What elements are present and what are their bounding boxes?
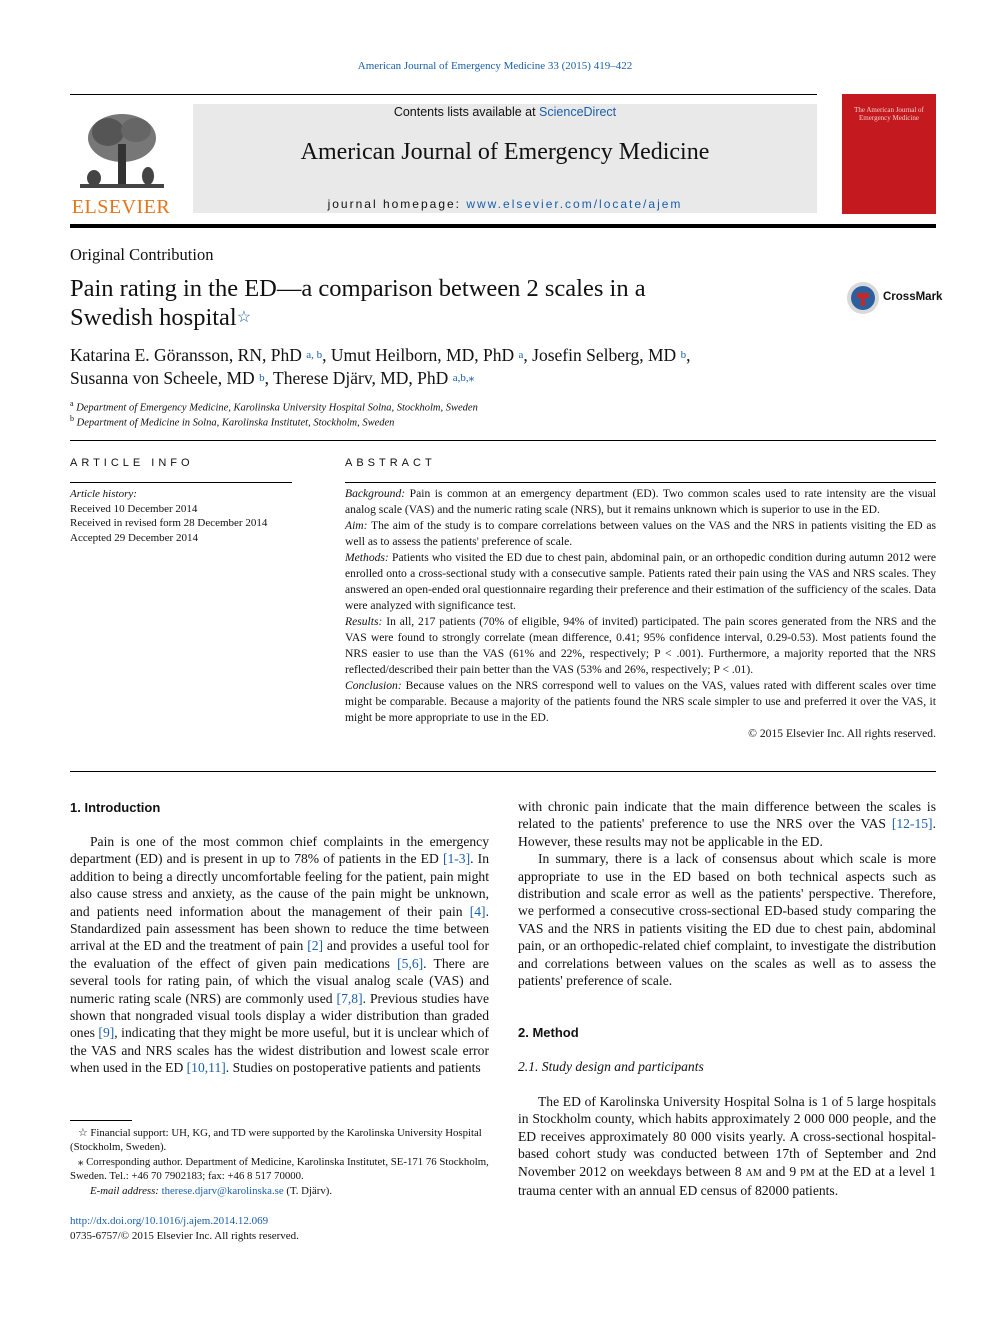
email-label: E-mail address: bbox=[90, 1184, 159, 1197]
issn-line: 0735-6757/© 2015 Elsevier Inc. All rights reserved. bbox=[70, 1230, 299, 1242]
body-text: The ED of Karolinska University Hospital Solna is 1 of 5 large hospitals in Stockholm county, which habits approximately 2 000 000 people, and the ED receives approximately 80 000 visits yearly. A cross-sectional hospital-based cohort study was conducted between 17th of September and 2nd November 2012 on weekdays between 8 bbox=[518, 1094, 936, 1179]
received-date: Received 10 December 2014 bbox=[70, 502, 198, 515]
body-text: . Standardized pain assessment has been shown to reduce the time between arrival at the ED and the treatment of pain bbox=[70, 903, 489, 954]
email-suffix: (T. Djärv). bbox=[283, 1184, 333, 1197]
abstract-label: Aim: bbox=[345, 519, 368, 532]
body-text: . There are several tools for rating pain, of which the visual analog scale (VAS) and numeric rating scale (NRS) are commonly used bbox=[70, 955, 489, 1006]
ref-link[interactable]: [12-15] bbox=[891, 816, 933, 832]
revised-date: Received in revised form 28 December 2014 bbox=[70, 517, 268, 529]
ref-link[interactable]: [4] bbox=[469, 903, 486, 919]
abstract-conclusion bbox=[345, 678, 936, 726]
author-affil-sup[interactable]: b bbox=[259, 372, 265, 384]
body-text: and provides a useful tool for the evaluation of the effect of given pain medications bbox=[70, 938, 489, 971]
footnote-mark: ☆ bbox=[78, 1127, 88, 1139]
body-text: . Studies on postoperative patients and patients bbox=[225, 1060, 481, 1076]
affiliation-text: Department of Medicine in Solna, Karolinska Institutet, Stockholm, Sweden bbox=[76, 417, 395, 429]
title-line-2: Swedish hospital bbox=[70, 304, 237, 331]
abstract-text: In all, 217 patients (70% of eligible, 94% of invited) participated. The pain scores generated from the NRS and the VAS were found to strongly correlate (mean difference, 0.41; 95% confidence interval, 0.29-0.53). Most patients found the NRS easier to use than the VAS (61% and 22%, respectively; P < .001). Furthermore, a majority reported that the NRS reflected/described their pain better than the VAS (53% and 26%, respectively; P < .01). bbox=[345, 615, 936, 676]
journal-cover-title: The American Journal of Emergency Medicine bbox=[854, 106, 924, 122]
method-heading: 2. Method bbox=[518, 1025, 579, 1040]
abstract-aim bbox=[345, 518, 936, 550]
abstract-label: Conclusion: bbox=[345, 679, 402, 692]
article-history bbox=[70, 487, 267, 545]
contents-prefix: Contents lists available at bbox=[393, 105, 540, 119]
method-column bbox=[518, 1093, 936, 1199]
intro-paragraph-1 bbox=[70, 833, 489, 1077]
email-link[interactable]: therese.djarv@karolinska.se bbox=[161, 1184, 284, 1197]
affiliation-b bbox=[70, 414, 394, 429]
footnote-text: Corresponding author. Department of Medicine, Karolinska Institutet, SE-171 76 Stockholm, Sweden. Tel.: +46 70 7902183; fax: +46 8 517 70000. bbox=[70, 1155, 489, 1183]
author-name: Susanna von Scheele, MD bbox=[70, 368, 255, 388]
footnotes bbox=[70, 1126, 490, 1198]
ref-link[interactable]: [10,11] bbox=[186, 1060, 226, 1076]
ref-link[interactable]: [7,8] bbox=[336, 990, 363, 1006]
history-label: Article history: bbox=[70, 488, 137, 500]
author-separator: , bbox=[322, 345, 331, 365]
title-footnote-mark[interactable]: ☆ bbox=[236, 309, 252, 326]
author-affil-sup[interactable]: a bbox=[518, 349, 524, 361]
footnote-email bbox=[70, 1184, 490, 1198]
accepted-date: Accepted 29 December 2014 bbox=[70, 531, 198, 544]
crossmark-icon[interactable] bbox=[846, 281, 880, 320]
homepage-link[interactable]: www.elsevier.com/locate/ajem bbox=[466, 197, 683, 211]
ref-link[interactable]: [2] bbox=[307, 938, 324, 954]
affiliation-mark: b bbox=[70, 414, 74, 423]
intro-column-left bbox=[70, 833, 489, 1077]
time-pm: PM bbox=[800, 1167, 815, 1179]
abstract-text: Patients who visited the ED due to chest pain, abdominal pain, or an orthopedic condition during autumn 2012 were enrolled onto a cross-sectional study with a consecutive sample. Patients rated their pain using the VAS and NRS scales. They answered an open-ended oral questionnaire regarding their preference and their estimation of the sufficiency of the scales. Data were analyzed with significance test. bbox=[345, 551, 936, 612]
ref-link[interactable]: [9] bbox=[98, 1025, 115, 1041]
abstract-text: Because values on the NRS correspond well to values on the VAS, values rated with different scales over time might be comparable. Because a majority of the patients found the NRS scale simpler to use and preferred it over the VAS, it might be more appropriate to use in the ED. bbox=[345, 679, 936, 724]
doi-block bbox=[70, 1214, 299, 1244]
body-text: Pain is one of the most common chief complaints in the emergency department (ED) and is present in up to 78% of patients in the ED bbox=[70, 834, 489, 867]
method-paragraph-1 bbox=[518, 1093, 936, 1199]
author-separator: , bbox=[686, 345, 691, 365]
body-text: at the ED at a level 1 trauma center with an annual ED census of 82000 patients. bbox=[518, 1163, 936, 1199]
abstract-label: Results: bbox=[345, 615, 383, 628]
doi-link[interactable]: http://dx.doi.org/10.1016/j.ajem.2014.12.069 bbox=[70, 1215, 269, 1227]
body-text: . Previous studies have shown that nongraded visual tools display a wider distribution than graded ones bbox=[70, 990, 489, 1041]
abstract-methods bbox=[345, 550, 936, 614]
abstract-label: Background: bbox=[345, 487, 406, 500]
article-info-heading: ARTICLE INFO bbox=[70, 457, 194, 469]
sciencedirect-link[interactable]: ScienceDirect bbox=[539, 105, 617, 119]
method-subheading: 2.1. Study design and participants bbox=[518, 1059, 704, 1074]
author-affil-sup[interactable]: a, b bbox=[306, 349, 323, 361]
ref-link[interactable]: [1-3] bbox=[442, 851, 471, 867]
article-type: Original Contribution bbox=[70, 245, 214, 264]
abstract-copyright: © 2015 Elsevier Inc. All rights reserved. bbox=[748, 727, 936, 740]
article-title bbox=[70, 274, 730, 332]
author-affil-sup[interactable]: b bbox=[680, 349, 687, 361]
footnote-mark: ⁎ bbox=[78, 1155, 84, 1168]
footnote-text: Financial support: UH, KG, and TD were supported by the Karolinska University Hospital (Stockholm, Sweden). bbox=[70, 1127, 482, 1154]
title-bottom-rule bbox=[70, 440, 936, 441]
journal-citation[interactable]: American Journal of Emergency Medicine 33 (2015) 419–422 bbox=[357, 60, 633, 72]
abstract-rule bbox=[345, 482, 936, 483]
footnote-corresponding bbox=[70, 1155, 490, 1184]
crossmark-label[interactable]: CrossMark bbox=[883, 291, 943, 303]
affiliation-mark: a bbox=[70, 399, 74, 408]
author-affil-sup[interactable]: a,b,⁎ bbox=[452, 372, 475, 384]
abstract-body bbox=[345, 486, 936, 742]
abstract-bottom-rule bbox=[70, 771, 936, 772]
intro-paragraph-continued bbox=[518, 798, 936, 850]
homepage-prefix: journal homepage: bbox=[327, 197, 467, 211]
abstract-text: Pain is common at an emergency department (ED). Two common scales used to rate intensity are the visual analog scale (VAS) and the numeric rating scale (NRS), but it remains unknown which is superior to use in the ED. bbox=[345, 487, 936, 516]
article-info-rule bbox=[70, 482, 292, 483]
author-name: Katarina E. Göransson, RN, PhD bbox=[70, 345, 302, 365]
intro-heading: 1. Introduction bbox=[70, 800, 161, 815]
title-line-1: Pain rating in the ED—a comparison between 2 scales in a bbox=[70, 275, 646, 302]
abstract-heading: ABSTRACT bbox=[345, 457, 436, 469]
affiliation-a bbox=[70, 399, 478, 414]
abstract-results bbox=[345, 614, 936, 678]
body-text: . However, these results may not be applicable in the ED. bbox=[518, 816, 936, 849]
body-text: with chronic pain indicate that the main difference between the scales is related to the patients' preference to use the NRS over the VAS bbox=[518, 799, 936, 832]
author-separator: , bbox=[264, 368, 274, 388]
body-text: , indicating that they might be more useful, but it is unclear which of the VAS and NRS scales has the widest distribution and lowest scale error when used in the ED bbox=[70, 1025, 489, 1076]
header-top-rule bbox=[70, 94, 817, 95]
author-name: Josefin Selberg, MD bbox=[532, 345, 677, 365]
time-am: AM bbox=[745, 1167, 762, 1179]
author-name: Umut Heilborn, MD, PhD bbox=[330, 345, 515, 365]
footnote-funding bbox=[70, 1126, 490, 1155]
author-list bbox=[70, 344, 890, 390]
elsevier-wordmark: ELSEVIER bbox=[71, 196, 171, 218]
abstract-text: The aim of the study is to compare correlations between values on the VAS and the NRS in patients visiting the ED as well as to assess the patients' preference of scale. bbox=[345, 519, 936, 548]
journal-homepage bbox=[193, 197, 817, 211]
body-text: . In addition to being a directly uncomfortable feeling for the patient, pain might also cause stress and anxiety, as the cause of the pain might be unknown, and patients need information about the management of their pain bbox=[70, 851, 489, 919]
footnote-rule bbox=[70, 1120, 132, 1121]
body-text: and 9 bbox=[761, 1163, 801, 1179]
ref-link[interactable]: [5,6] bbox=[397, 955, 424, 971]
abstract-label: Methods: bbox=[345, 551, 389, 564]
author-name: Therese Djärv, MD, PhD bbox=[273, 368, 449, 388]
intro-paragraph-2: In summary, there is a lack of consensus about which scale is more appropriate to use in the ED based on both technical aspects such as distribution and scale error as well as the patients' perspective. Therefore, we performed a consecutive cross-sectional ED-based study comparing the VAS and the NRS in patients visiting the ED due to chest pain, abdominal pain, or an orthopedic-related chief complaint, to investigate the distribution and correlations between values on the scales as well as to assess the patients' preference of scale. bbox=[518, 851, 936, 989]
header-thick-rule bbox=[70, 224, 936, 228]
journal-name: American Journal of Emergency Medicine bbox=[300, 139, 710, 165]
affiliation-text: Department of Emergency Medicine, Karolinska University Hospital Solna, Stockholm, Sweden bbox=[76, 402, 478, 414]
intro-column-right bbox=[518, 798, 936, 989]
author-separator: , bbox=[523, 345, 533, 365]
abstract-background bbox=[345, 486, 936, 518]
contents-line bbox=[193, 105, 817, 119]
